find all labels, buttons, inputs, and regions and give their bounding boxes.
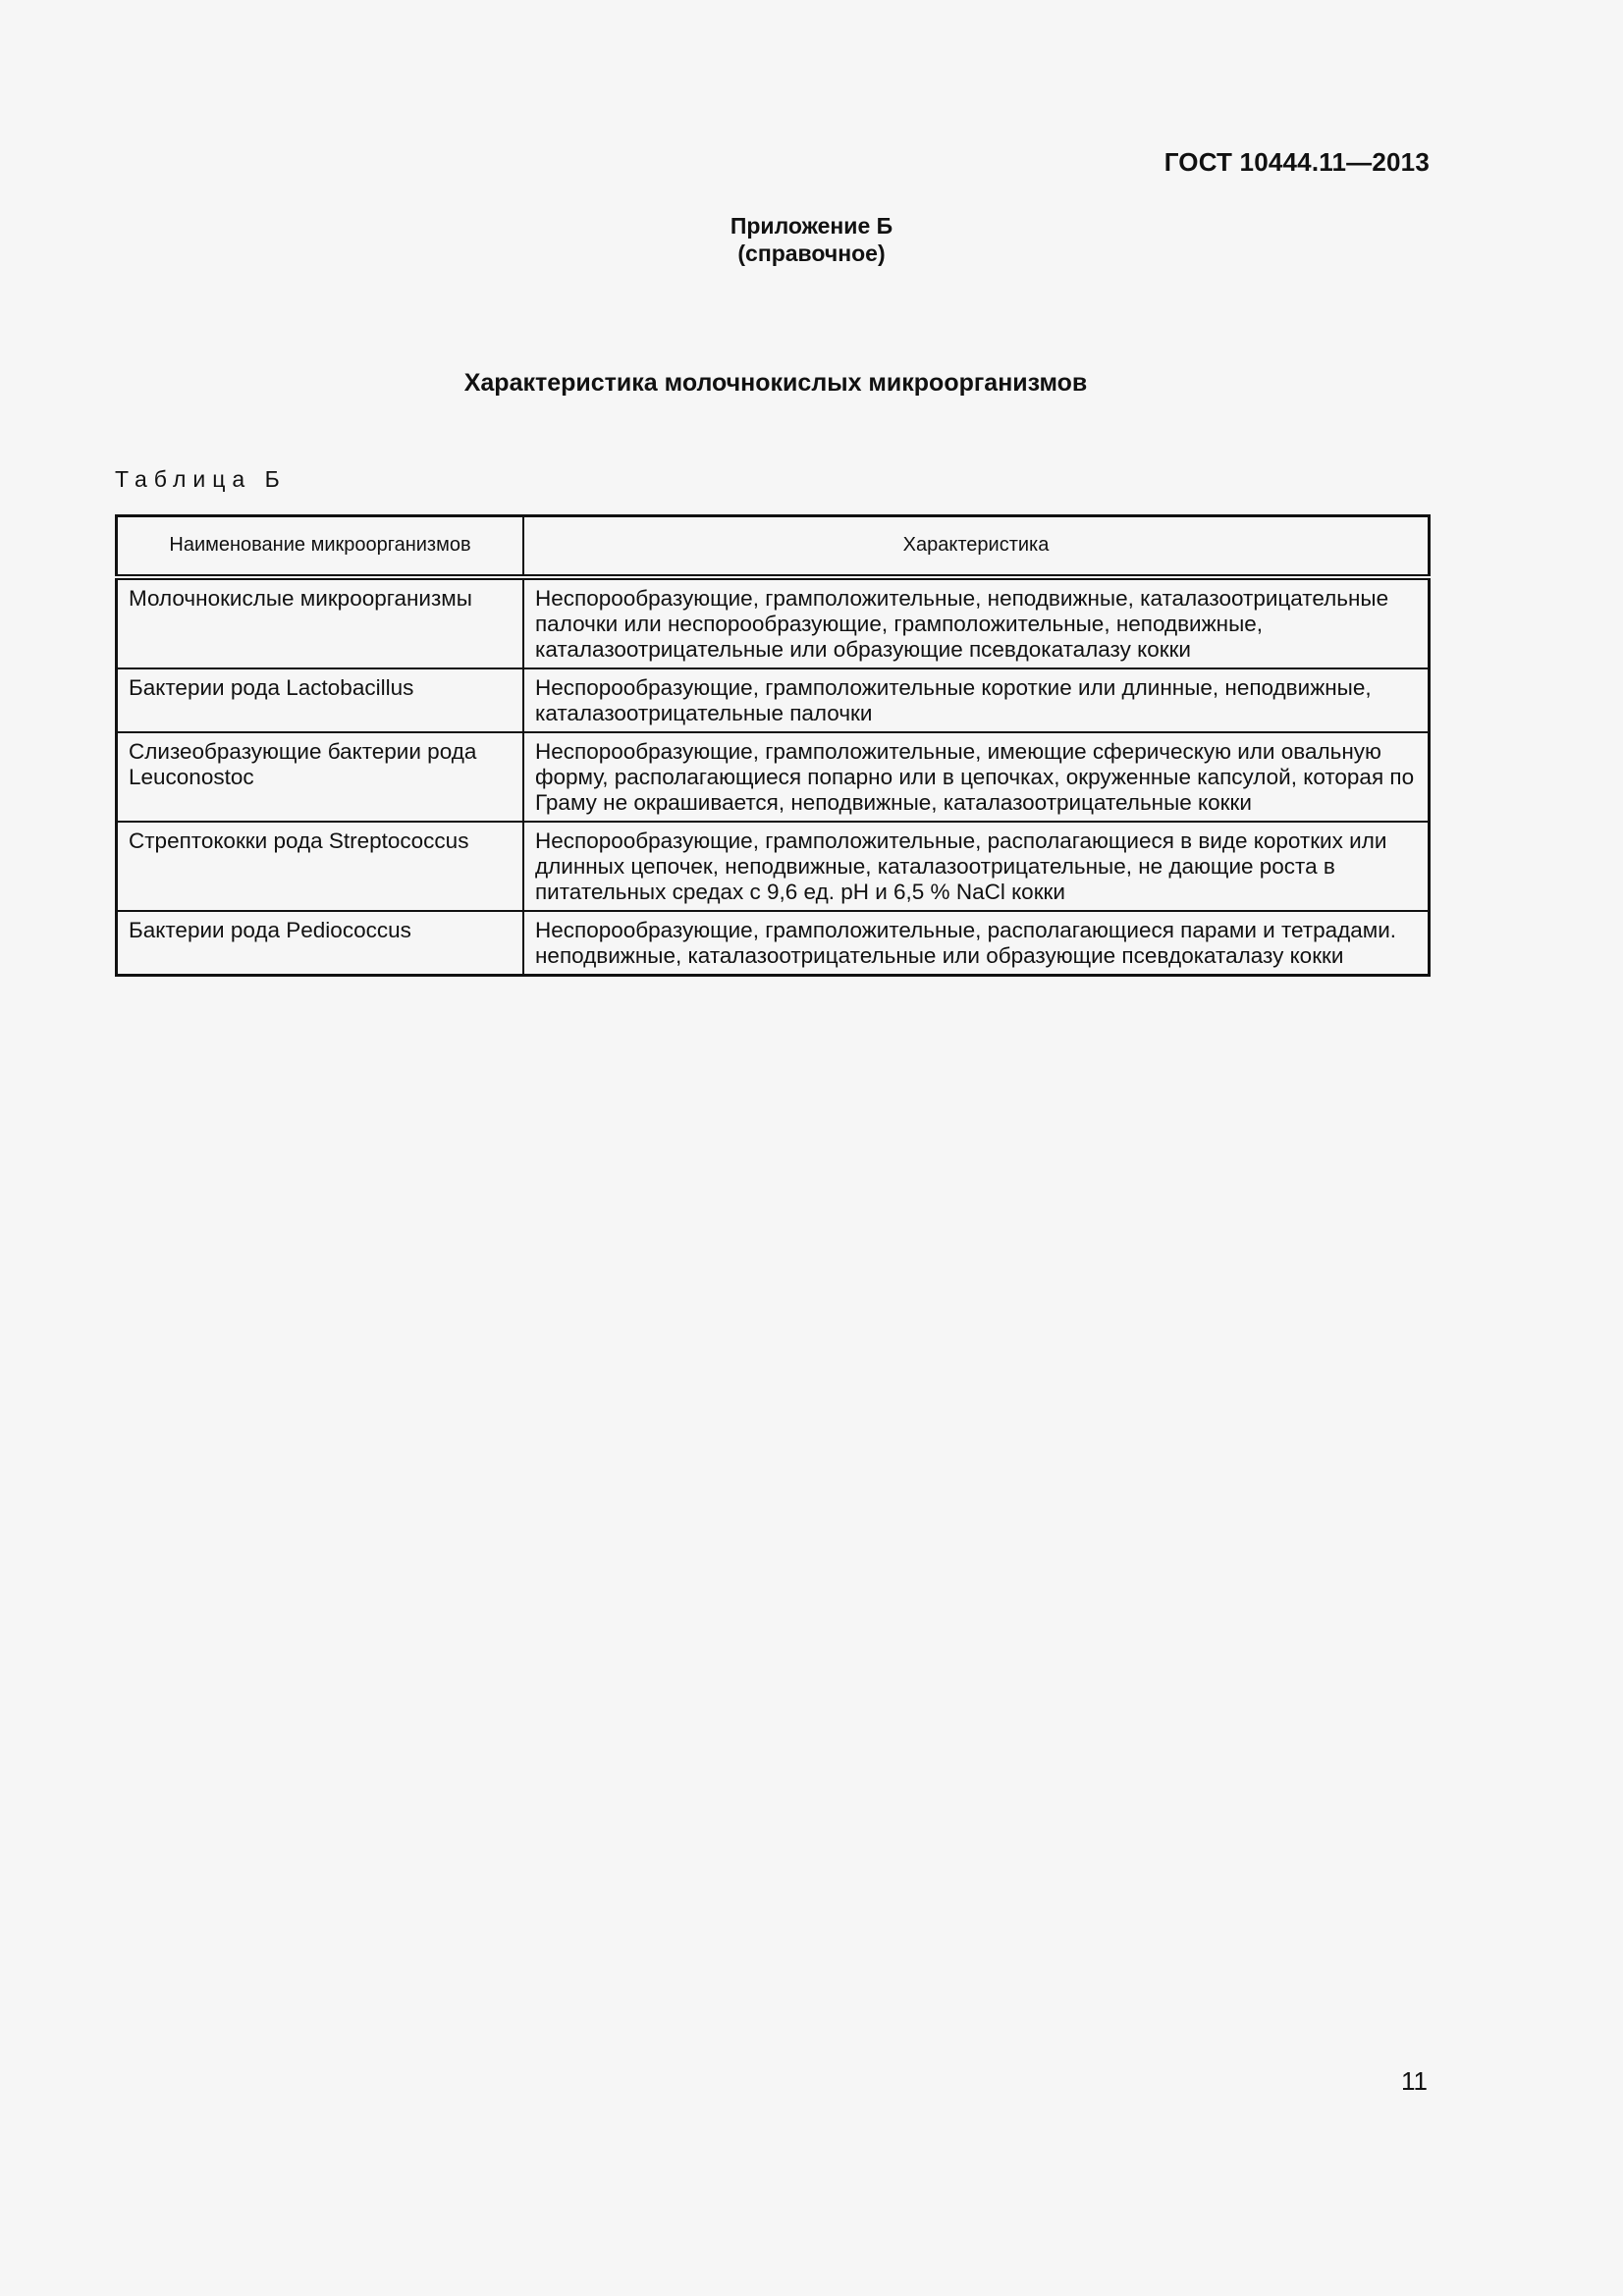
row-name: Бактерии рода Lactobacillus: [117, 668, 524, 732]
table-row: [117, 732, 1430, 822]
appendix-title: Приложение Б: [730, 213, 893, 239]
row-characteristic: Неспорообразующие, грамположительные, неподвижные, каталазоотрицательные палочки или неспорообразующие, грамположительные, неподвижные, каталазоотрицательные или образующие псевдокаталазу кокки: [523, 577, 1430, 668]
section-title: Характеристика молочнокислых микроорганизмов: [463, 369, 1088, 397]
row-name: Бактерии рода Pediococcus: [117, 911, 524, 976]
table-caption: Таблица Б: [115, 466, 287, 492]
table-row: [117, 668, 1430, 732]
row-characteristic: Неспорообразующие, грамположительные, имеющие сферическую или овальную форму, располагающиеся попарно или в цепочках, окруженные капсулой, которая по Граму не окрашивается, неподвижные, каталазоотрицательные кокки: [523, 732, 1430, 822]
appendix-heading: [0, 212, 1623, 267]
column-header-name: Наименование микроорганизмов: [117, 516, 524, 577]
row-characteristic: Неспорообразующие, грамположительные короткие или длинные, неподвижные, каталазоотрицательные палочки: [523, 668, 1430, 732]
row-name: Молочнокислые микроорганизмы: [117, 577, 524, 668]
microorganisms-table: [115, 514, 1431, 977]
table-row: [117, 822, 1430, 911]
page-number: 11: [1401, 2066, 1428, 2096]
row-characteristic: Неспорообразующие, грамположительные, располагающиеся в виде коротких или длинных цепочек, неподвижные, каталазоотрицательные, не дающие роста в питательных средах с 9,6 ед. pH и 6,5 % NaCl кокки: [523, 822, 1430, 911]
table-row: [117, 577, 1430, 668]
column-header-characteristic: Характеристика: [523, 516, 1430, 577]
table-header-row: [117, 516, 1430, 577]
appendix-kind: (справочное): [737, 240, 886, 266]
row-name: Слизеобразующие бактерии рода Leuconostoc: [117, 732, 524, 822]
table-row: [117, 911, 1430, 976]
document-code: ГОСТ 10444.11—2013: [1163, 147, 1430, 177]
row-characteristic: Неспорообразующие, грамположительные, располагающиеся парами и тетрадами. неподвижные, каталазоотрицательные или образующие псевдокаталазу кокки: [523, 911, 1430, 976]
row-name: Стрептококки рода Streptococcus: [117, 822, 524, 911]
